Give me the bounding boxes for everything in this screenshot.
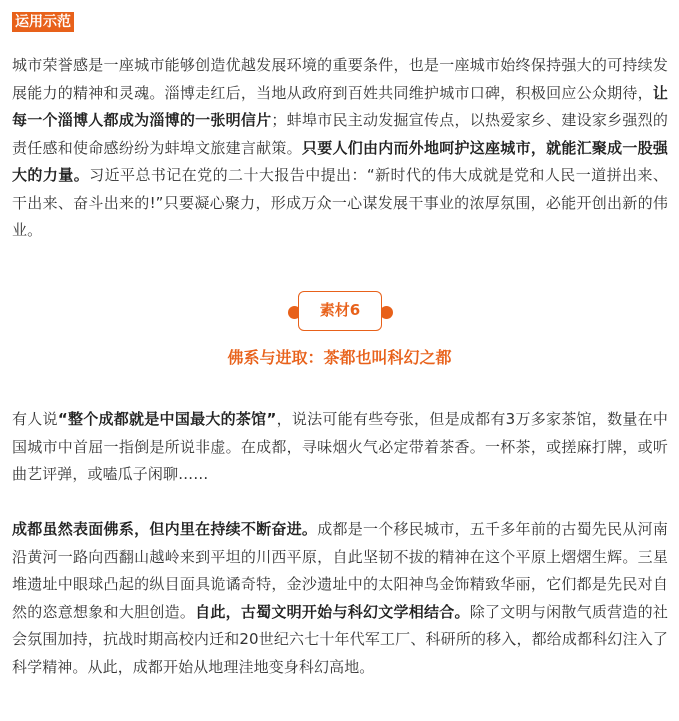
paragraph-text: 除了文明与闲散气质营造的社会氛围加持，抗战时期高校内迁和20世纪六七十年代军工厂、科研所的移入，都给成都科幻注入了科学精神。从此，成都开始从地理洼地变身科幻高地。 [12, 602, 668, 676]
paragraph-text: 习近平总书记在党的二十大报告中提出：“新时代的伟大成就是党和人民一道拼出来、干出来、奋斗出来的!”只要凝心聚力，形成万众一心谋发展干事业的浓厚氛围，必能开创出新的伟业。 [12, 166, 668, 239]
paragraph-teahouse [12, 406, 668, 489]
section-tag: 运用示范 [12, 12, 74, 32]
paragraph-text: ，说法可能有些夸张，但是成都有3万多家茶馆，数量在中国城市中首屈一指倒是所说非虚。在成都，寻味烟火气必定带着茶香。一杯茶，或搓麻打牌，或听曲艺评弹，或嗑瓜子闲聊…… [12, 410, 668, 483]
paragraph-text: ；蚌埠市民主动发掘宣传点，以热爱家乡、建设家乡强烈的责任感和使命感纷纷为蚌埠文旅建言献策。 [12, 111, 669, 157]
material-badge-group [0, 291, 679, 333]
material-title: 佛系与进取：茶都也叫科幻之都 [227, 348, 452, 367]
paragraph-bold-text: 自此，古蜀文明开始与科幻文学相结合。 [195, 602, 470, 621]
material-badge: 素材6 [298, 291, 382, 331]
paragraph-scifi [12, 516, 668, 681]
paragraph-text: 成都是一个移民城市，五千多年前的古蜀先民从河南沿黄河一路向西翻山越岭来到平坦的川西平原，自此坚韧不拔的精神在这个平原上熠熠生辉。三星堆遗址中眼球凸起的纵目面具诡谲奇特，金沙遗址中的太阳神鸟金饰精致华丽，它们都是先民对自然的恣意想象和大胆创造。 [12, 520, 668, 621]
paragraph-text: 有人说 [12, 410, 58, 428]
paragraph-bold-text: 让每一个淄博人都成为淄博的一张明信片 [12, 83, 668, 129]
paragraph-bold-text: 只要人们由内而外地呵护这座城市，就能汇聚成一股强大的力量。 [12, 138, 669, 184]
paragraph-text: 城市荣誉感是一座城市能够创造优越发展环境的重要条件，也是一座城市始终保持强大的可持续发展能力的精神和灵魂。淄博走红后，当地从政府到百姓共同维护城市口碑，积极回应公众期待， [12, 56, 668, 102]
paragraph-city-honor [12, 52, 668, 245]
paragraph-bold-text: 成都虽然表面佛系，但内里在持续不断奋进。 [12, 520, 318, 538]
paragraph-bold-text: “整个成都就是中国最大的茶馆” [57, 410, 277, 428]
